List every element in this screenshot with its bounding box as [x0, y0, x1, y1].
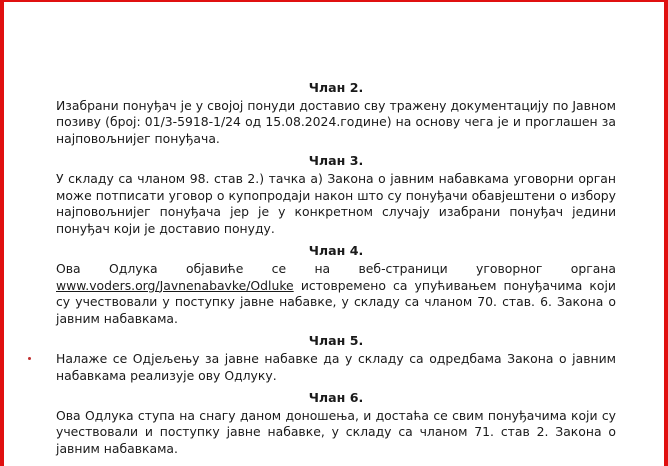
article-5-text: Налаже се Одјељењу за јавне набавке да у складу са одредбама Закона о јавним набавкама реализује ову Одлуку.	[56, 350, 616, 383]
article-3-text: У складу са чланом 98. став 2.) тачка а) Закона о јавним набавкама уговорни орган може потписати уговор о купопродаји након што су понуђачи обавјештени о избору најповољнијег понуђача јер је у конкретном случају изабрани понуђач једини понуђач који је доставио понуду.	[56, 170, 616, 236]
article-4-heading: Члан 4.	[308, 243, 364, 259]
article-4-text	[56, 261, 616, 327]
document-body	[56, 80, 616, 463]
article-6-text: Ова Одлука ступа на снагу даном доношења, и достаћа се свим понуђачима који су учествовали и поступку јавне набавке, у складу са чланом 71. став 2. Закона о јавним набавкама.	[56, 407, 616, 456]
odluke-link[interactable]: www.voders.org/Javnenabavke/Odluke	[56, 277, 294, 293]
article-5-heading: Члан 5.	[308, 333, 364, 349]
article-3-heading: Члан 3.	[308, 153, 364, 169]
article-4-text-before: Ова Одлука објавиће се на веб-страници уговорног органа	[56, 260, 616, 276]
article-2-text: Изабрани понуђач је у својој понуди доставио сву тражену документацију по Јавном позиву (број: 01/3-5918-1/24 од 15.08.2024.године) на основу чега је и проглашен за најповољнијег понуђача.	[56, 97, 616, 146]
scan-speck	[28, 357, 31, 360]
article-6-heading: Члан 6.	[308, 390, 364, 406]
article-4-text-after: истовремено са упућивањем понуђачима који су учествовали у поступку јавне набавке, у складу са чланом 70. став. 6. Закона о јавним набавкама.	[56, 277, 616, 326]
article-2-heading: Члан 2.	[308, 80, 364, 95]
